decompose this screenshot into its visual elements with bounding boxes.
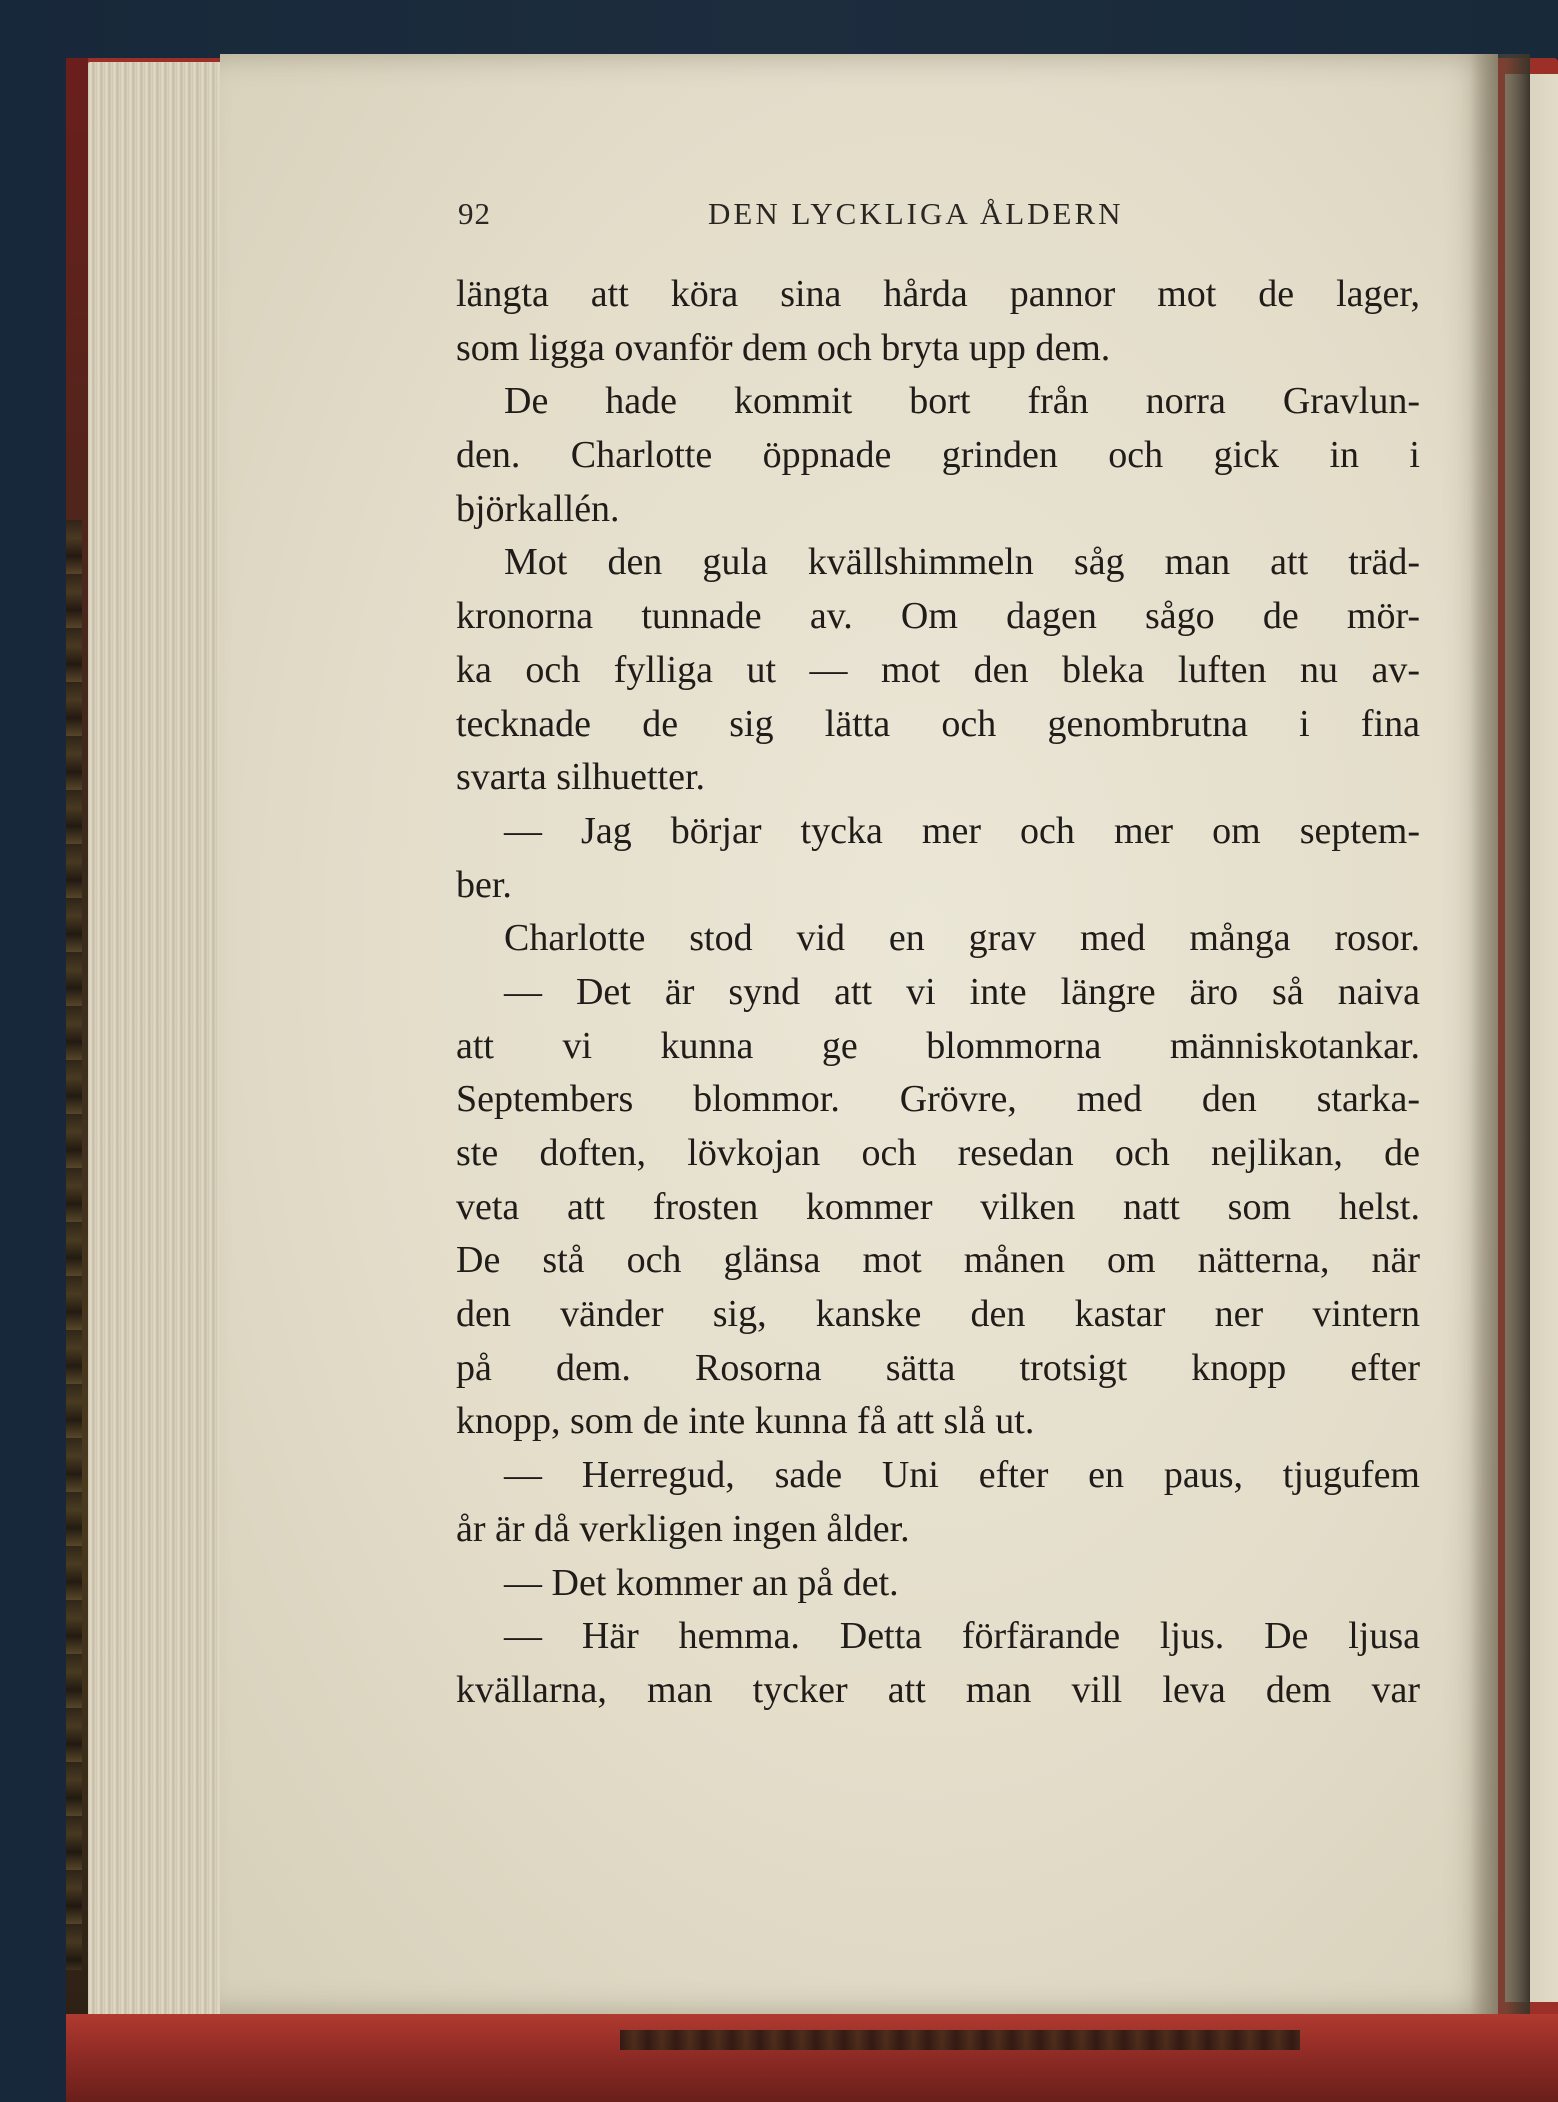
book-bottom-edge [66,2014,1558,2102]
text-line: ste doften, lövkojan och resedan och nejlikan, de [456,1132,1420,1174]
text-line: — Det kommer an på det. [504,1561,899,1604]
text-line: längta att köra sina hårda pannor mot de lager, [456,273,1420,315]
bottom-edge-decoration [620,2030,1300,2050]
text-line: svarta silhuetter. [456,756,706,799]
text-line: den. Charlotte öppnade grinden och gick in i [456,434,1420,477]
page-stack-edges [88,62,238,2022]
text-line: — Det är synd att vi inte längre äro så naiva [504,970,1420,1013]
text-line: som ligga ovanför dem och bryta upp dem. [456,326,1111,369]
text-line: kvällarna, man tycker att man vill leva dem var [456,1668,1420,1711]
page-gutter-shadow [1470,54,1530,2014]
text-line: ka och fylliga ut — mot den bleka luften nu av- [456,648,1420,691]
text-line: år är då verkligen ingen ålder. [456,1507,910,1550]
text-line: Septembers blommor. Grövre, med den starka- [456,1078,1420,1121]
running-title: DEN LYCKLIGA ÅLDERN [708,196,1124,231]
text-line: kronorna tunnade av. Om dagen sågo de mör- [456,595,1420,638]
text-line: — Här hemma. Detta förfärande ljus. De ljusa [504,1615,1420,1658]
text-line: björkallén. [456,487,620,530]
text-line: tecknade de sig lätta och genombrutna i fina [456,702,1420,745]
text-line: De stå och glänsa mot månen om nätterna, när [456,1239,1420,1282]
text-line: den vänder sig, kanske den kastar ner vintern [456,1293,1420,1336]
text-line: att vi kunna ge blommorna människotankar. [456,1024,1420,1067]
text-line: veta att frosten kommer vilken natt som helst. [456,1185,1420,1228]
text-line: — Herregud, sade Uni efter en paus, tjugufem [504,1454,1420,1497]
text-line: De hade kommit bort från norra Gravlun- [504,380,1420,423]
text-line: Mot den gula kvällshimmeln såg man att träd- [504,541,1420,584]
text-line: på dem. Rosorna sätta trotsigt knopp efter [456,1346,1420,1389]
page-number: 92 [458,196,491,231]
marbled-edge [66,520,82,1970]
text-line: Charlotte stod vid en grav med många rosor. [504,917,1420,960]
text-line: — Jag börjar tycka mer och mer om septem- [504,809,1420,852]
body-text [456,268,1420,1718]
text-line: knopp, som de inte kunna få att slå ut. [456,1400,1035,1443]
page-header [458,196,1178,246]
text-line: ber. [456,863,512,906]
